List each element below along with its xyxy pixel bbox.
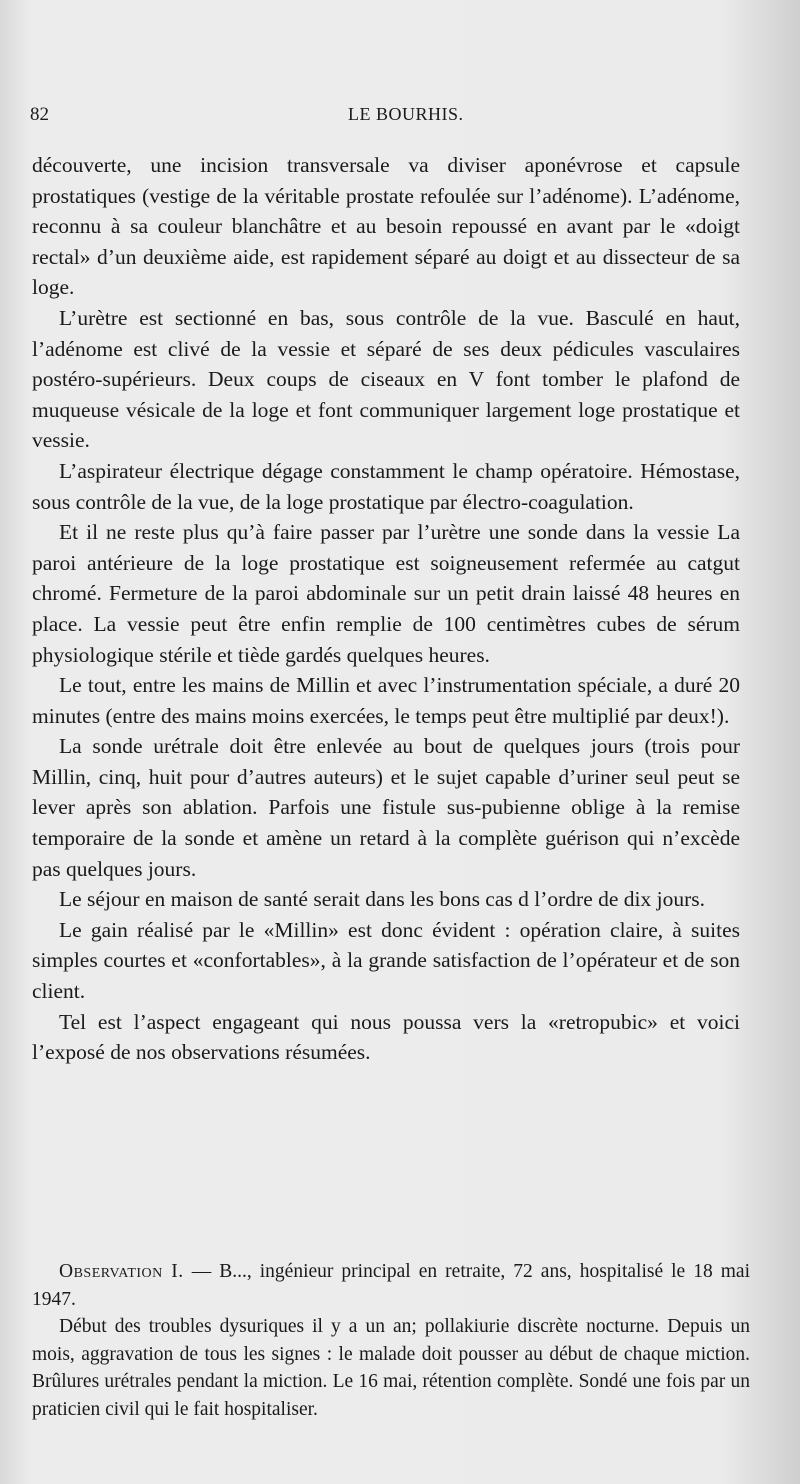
paragraph-5: Le tout, entre les mains de Millin et avec l’instrumentation spéciale, a duré 20 minutes (entre des mains moins exercées, le temps peut être multiplié par deux!). xyxy=(32,673,740,728)
paragraph-7: Le séjour en maison de santé serait dans les bons cas d l’ordre de dix jours. xyxy=(59,887,706,912)
paragraph-2: L’urètre est sectionné en bas, sous contrôle de la vue. Basculé en haut, l’adénome est clivé de la vessie et séparé de ses deux pédicules vasculaires postéro-supérieurs. Deux coups de ciseaux en V font tomber le plafond de muqueuse vésicale de la loge et font communiquer largement loge prostatique et vessie. xyxy=(32,305,740,453)
paragraph-9: Tel est l’aspect engageant qui nous poussa vers la «retropubic» et voici l’exposé de nos observations résumées. xyxy=(32,1009,740,1065)
paragraph-1: découverte, une incision transversale va diviser aponévrose et capsule prostatiques (vestige de la véritable prostate refoulée sur l’adénome). L’adénome, reconnu à sa couleur blanchâtre et au besoin repoussé en avant par le «doigt rectal» d’un deuxième aide, est rapidement séparé au doigt et au dissecteur de sa loge. xyxy=(32,153,740,300)
observation-first-line: — B..., ingénieur principal en retraite, 72 ans, hospitalisé le 18 mai 1947. xyxy=(32,1261,750,1310)
page-header xyxy=(30,104,770,134)
running-title: LE BOURHIS. xyxy=(348,104,464,124)
observation-body: Début des troubles dysuriques il y a un an; pollakiurie discrète nocturne. Depuis un mois, aggravation de tous les signes : le malade doit pousser au début de chaque miction. Brûlures urétrales pendant la miction. Le 16 mai, rétention complète. Sondé une fois par un praticien civil qui le fait hospitaliser. xyxy=(32,1316,750,1420)
paragraph-6: La sonde urétrale doit être enlevée au bout de quelques jours (trois pour Millin, cinq, huit pour d’autres auteurs) et le sujet capable d’uriner seul peut se lever après son ablation. Parfois une fistule sus-pubienne oblige à la remise temporaire de la sonde et amène un retard à la complète guérison qui n’excède pas quelques jours. xyxy=(32,734,740,881)
paragraph-3: L’aspirateur électrique dégage constamment le champ opératoire. Hémostase, sous contrôle de la vue, de la loge prostatique par électro-coagulation. xyxy=(32,458,740,514)
observation-heading xyxy=(32,1258,750,1313)
body-text xyxy=(32,150,740,1068)
paragraph-4: Et il ne reste plus qu’à faire passer par l’urètre une sonde dans la vessie La paroi antérieure de la loge prostatique est soigneusement refermée au catgut chromé. Fermeture de la paroi abdominale sur un petit drain laissé 48 heures en place. La vessie peut être enfin remplie de 100 centimètres cubes de sérum physiologique stérile et tiède gardés quelques heures. xyxy=(32,520,740,667)
page-number: 82 xyxy=(30,104,49,125)
observation-label: Observation I. xyxy=(59,1261,184,1282)
paragraph-8: Le gain réalisé par le «Millin» est donc évident : opération claire, à suites simples courtes et «confortables», à la grande satisfaction de l’opérateur et de son client. xyxy=(32,917,740,1004)
observation-block xyxy=(32,1258,750,1423)
